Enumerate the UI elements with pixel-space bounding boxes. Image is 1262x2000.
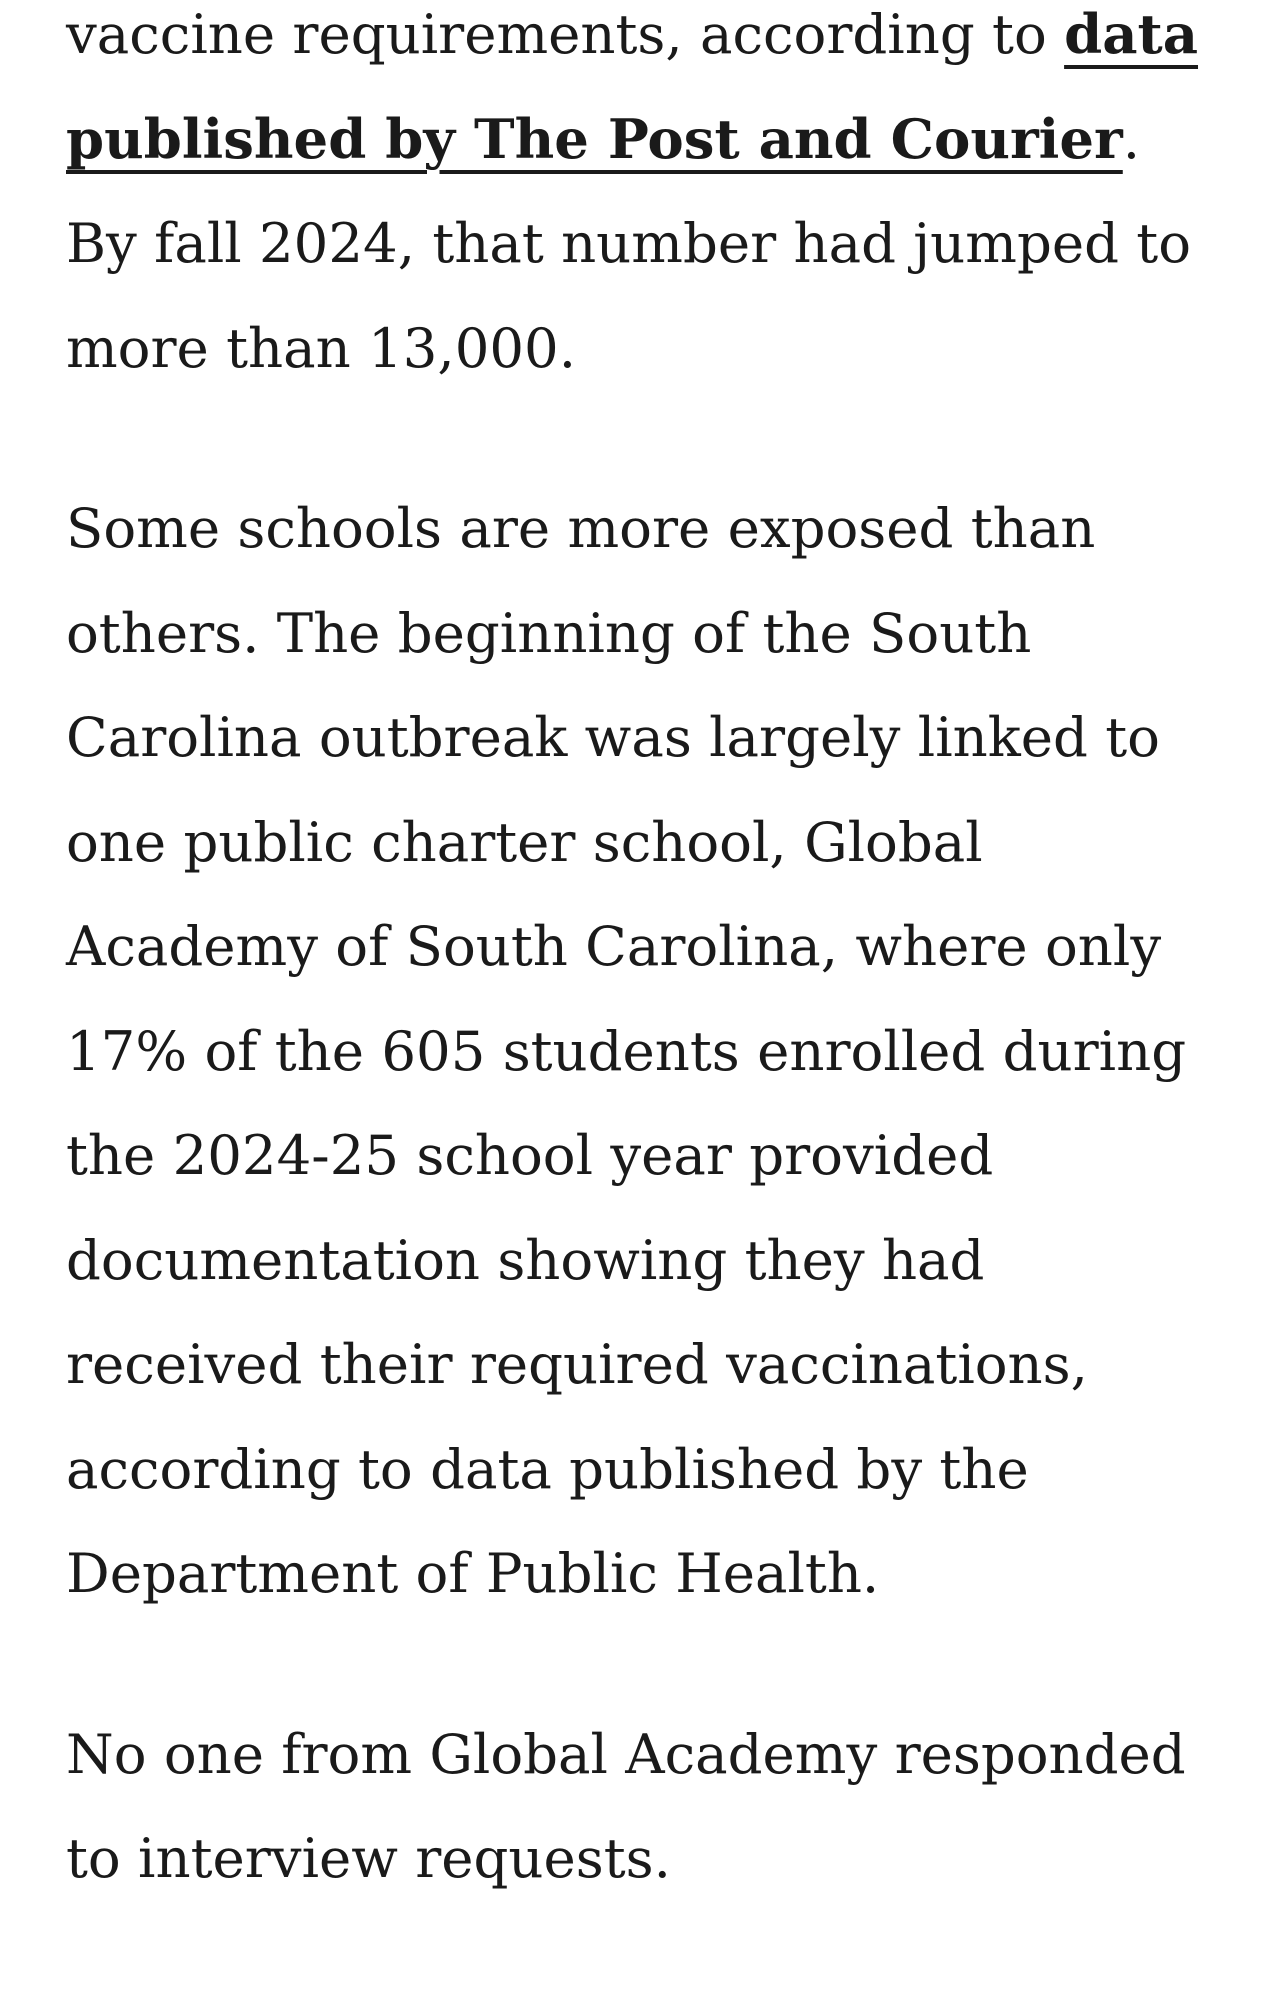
paragraph-vaccine-exemptions: [66, 0, 1206, 400]
post-and-courier-data-link[interactable]: data published by The Post and Courier: [66, 2, 1199, 171]
paragraph-text-before-link: vaccine requirements, according to: [66, 2, 1065, 66]
paragraph-text-after-link: . By fall 2024, that number had jumped to more than 13,000.: [66, 106, 1192, 380]
paragraph-global-academy: Some schools are more exposed than others. The beginning of the South Carolina outbreak was largely linked to one public charter school, Global Academy of South Carolina, where only 17% of the 605 students enrolled during the 2024-25 school year provided documentation showing they had received their required vaccinations, according to data published by the Department of Public Health.: [66, 496, 1187, 1605]
article-body: [66, 0, 1206, 1987]
paragraph-no-response: No one from Global Academy responded to interview requests.: [66, 1721, 1186, 1890]
